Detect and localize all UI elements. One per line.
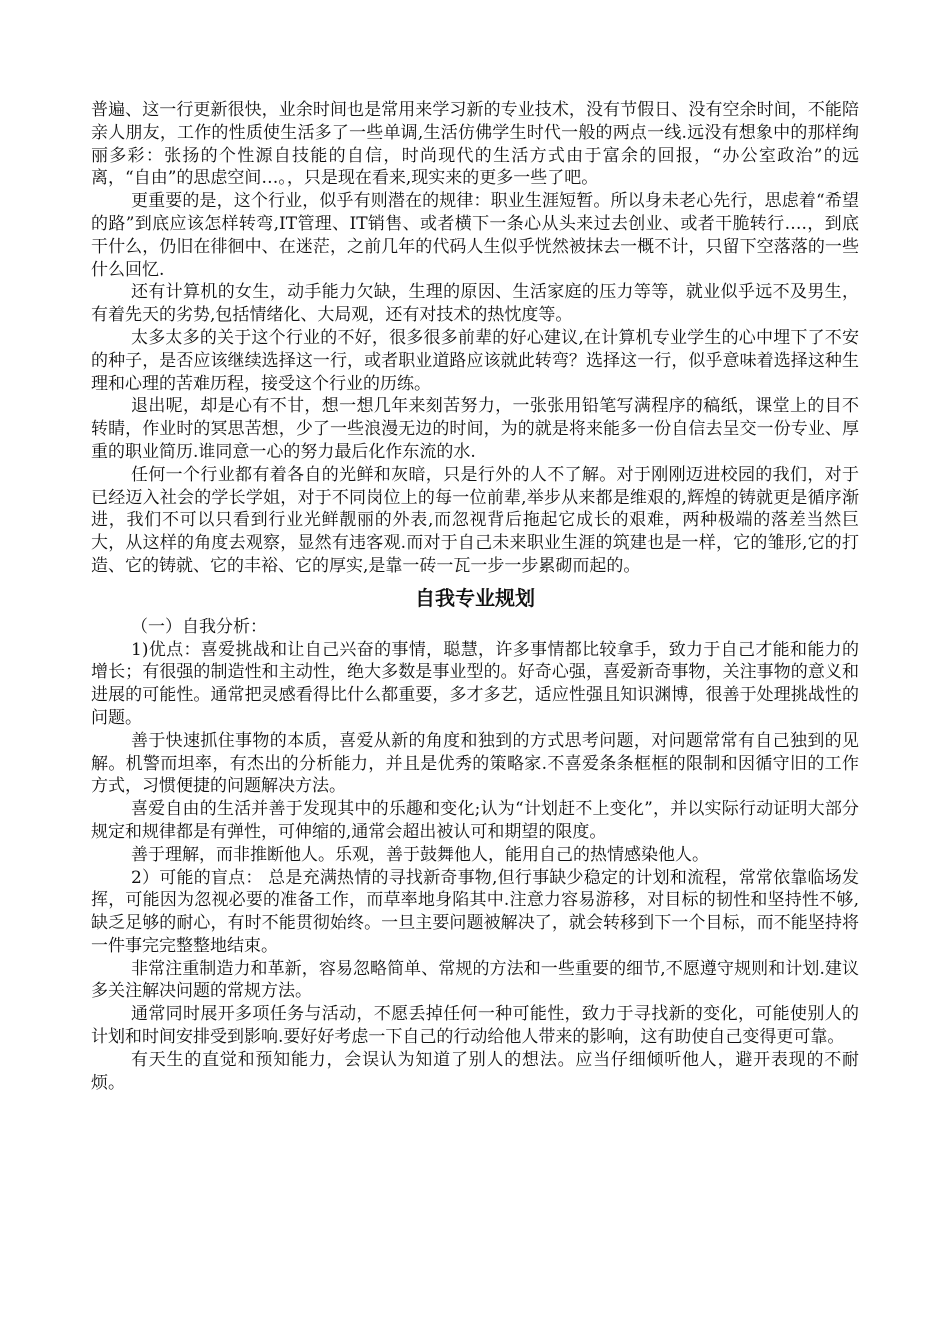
paragraph: 普遍、这一行更新很快，业余时间也是常用来学习新的专业技术，没有节假日、没有空余时间，不能陪亲人朋友，工作的性质使生活多了一些单调,生活仿佛学生时代一般的两点一线.远没有想象中的那样绚丽多彩：张扬的个性源自技能的自信，时尚现代的生活方式由于富余的回报，“办公室政治”的远离，“自由”的思虑空间…。，只是现在看来,现实来的更多一些了吧。 bbox=[91, 100, 859, 189]
paragraph: 任何一个行业都有着各自的光鲜和灰暗，只是行外的人不了解。对于刚刚迈进校园的我们，对于已经迈入社会的学长学姐，对于不同岗位上的每一位前辈,举步从来都是维艰的,辉煌的铸就更是循序渐进，我们不可以只看到行业光鲜靓丽的外表,而忽视背后拖起它成长的艰难，两种极端的落差当然巨大，从这样的角度去观察，显然有违客观.而对于自己未来职业生涯的筑建也是一样，它的雏形,它的打造、它的铸就、它的丰裕、它的厚实,是靠一砖一瓦一步一步累砌而起的。 bbox=[91, 464, 859, 576]
paragraph: 善于快速抓住事物的本质，喜爱从新的角度和独到的方式思考问题，对问题常常有自己独到的见解。机警而坦率，有杰出的分析能力，并且是优秀的策略家.不喜爱条条框框的限制和因循守旧的工作方式，习惯便捷的问题解决方法。 bbox=[91, 730, 859, 797]
paragraph: 非常注重制造力和革新，容易忽略简单、常规的方法和一些重要的细节,不愿遵守规则和计划.建议多关注解决问题的常规方法。 bbox=[91, 958, 859, 1002]
page-content bbox=[91, 99, 859, 1094]
paragraph: 还有计算机的女生，动手能力欠缺，生理的原因、生活家庭的压力等等，就业似乎远不及男生，有着先天的劣势,包括情绪化、大局观，还有对技术的热忱度等。 bbox=[91, 282, 859, 326]
paragraph: 善于理解，而非推断他人。乐观，善于鼓舞他人，能用自己的热情感染他人。 bbox=[131, 844, 709, 865]
paragraph: 太多太多的关于这个行业的不好，很多很多前辈的好心建议,在计算机专业学生的心中埋下了不安的种子，是否应该继续选择这一行，或者职业道路应该就此转弯？选择这一行，似乎意味着选择这种生理和心理的苦难历程，接受这个行业的历练。 bbox=[91, 327, 859, 394]
paragraph: 退出呢，却是心有不甘，想一想几年来刻苦努力，一张张用铅笔写满程序的稿纸，课堂上的目不转睛，作业时的冥思苦想，少了一些浪漫无边的时间，为的就是将来能多一份自信去呈交一份专业、厚重的职业简历.谁同意一心的努力最后化作东流的水. bbox=[91, 396, 859, 462]
paragraph: 喜爱自由的生活并善于发现其中的乐趣和变化;认为“计划赶不上变化”，并以实际行动证明大部分规定和规律都是有弹性，可伸缩的,通常会超出被认可和期望的限度。 bbox=[91, 799, 859, 842]
paragraph: 通常同时展开多项任务与活动，不愿丢掉任何一种可能性，致力于寻找新的变化，可能使别人的计划和时间安排受到影响.要好好考虑一下自己的行动给他人带来的影响，这有助使自己变得更可靠。 bbox=[91, 1004, 859, 1048]
paragraph: 有天生的直觉和预知能力，会误认为知道了别人的想法。应当仔细倾听他人，避开表现的不耐烦。 bbox=[91, 1049, 859, 1093]
subsection-heading: （一）自我分析： bbox=[131, 616, 267, 637]
paragraph: 更重要的是，这个行业，似乎有则潜在的规律：职业生涯短暂。所以身未老心先行，思虑着“希望的路”到底应该怎样转弯,IT管理、IT销售、或者横下一条心从头来过去创业、或者干脆转行….，到底干什么，仍旧在徘徊中、在迷茫，之前几年的代码人生似乎恍然被抹去一概不计，只留下空落落的一些什么回忆. bbox=[91, 191, 859, 280]
paragraph: 1)优点：喜爱挑战和让自己兴奋的事情，聪慧，许多事情都比较拿手，致力于自己才能和能力的增长；有很强的制造性和主动性，绝大多数是事业型的。好奇心强，喜爱新奇事物，关注事物的意义和进展的可能性。通常把灵感看得比什么都重要，多才多艺，适应性强且知识渊博，很善于处理挑战性的问题。 bbox=[91, 639, 859, 728]
section-title: 自我专业规划 bbox=[415, 585, 535, 610]
paragraph: 2）可能的盲点： 总是充满热情的寻找新奇事物,但行事缺少稳定的计划和流程，常常依靠临场发挥，可能因为忽视必要的准备工作，而草率地身陷其中.注意力容易游移，对目标的韧性和坚持性不够,缺乏足够的耐心，有时不能贯彻始终。一旦主要问题被解决了，就会转移到下一个目标，而不能坚持将一件事完完整整地结束。 bbox=[91, 867, 859, 956]
